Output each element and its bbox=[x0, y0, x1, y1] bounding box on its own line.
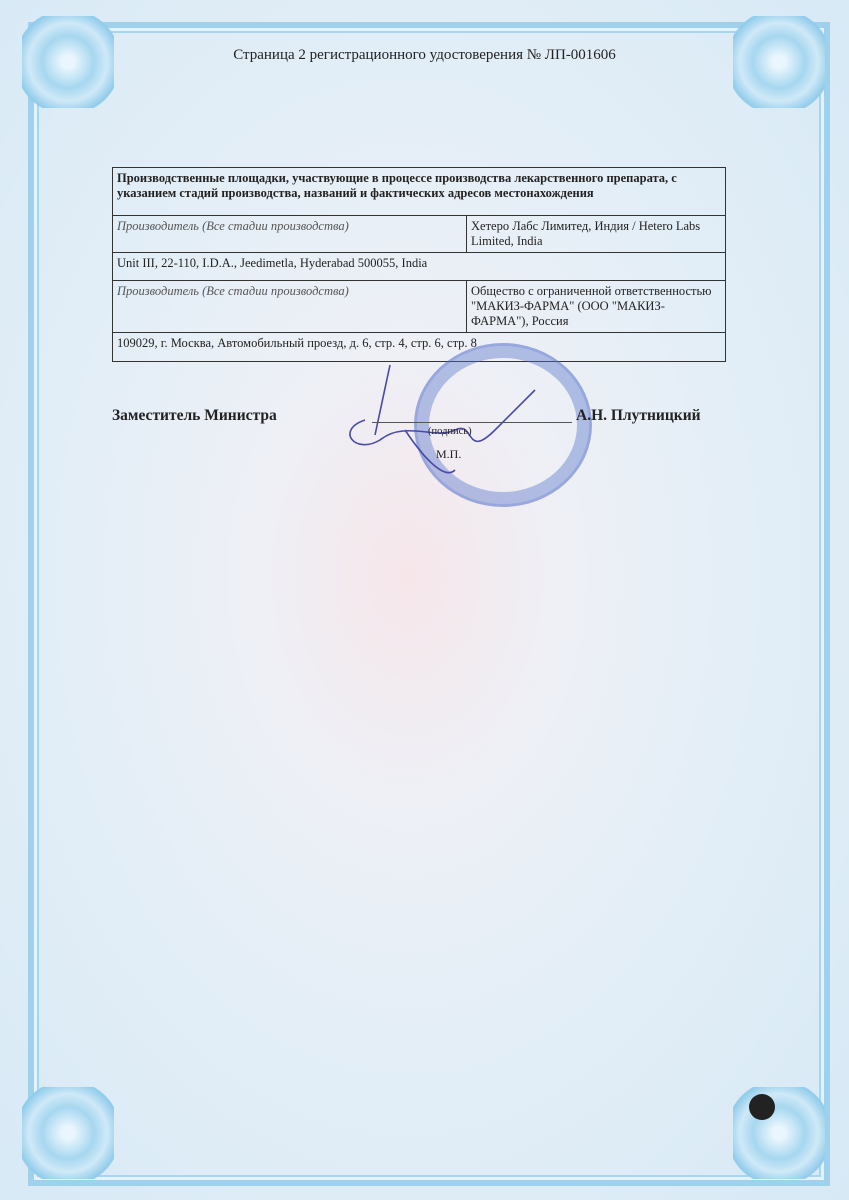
table-heading: Производственные площадки, участвующие в процессе производства лекарственного препарата, с указанием стадий производства, названий и фактических адресов местонахождения bbox=[113, 168, 726, 216]
seal-label: М.П. bbox=[436, 447, 462, 461]
address-cell: 109029, г. Москва, Автомобильный проезд, д. 6, стр. 4, стр. 6, стр. 8 bbox=[113, 333, 726, 362]
address-cell: Unit III, 22-110, I.D.A., Jeedimetla, Hyderabad 500055, India bbox=[113, 253, 726, 281]
table-row bbox=[113, 216, 726, 253]
page-title: Страница 2 регистрационного удостоверения № ЛП-001606 bbox=[233, 47, 616, 63]
manufacturer-cell: Общество с ограниченной ответственностью "МАКИЗ-ФАРМА" (ООО "МАКИЗ-ФАРМА"), Россия bbox=[467, 281, 726, 333]
signature-label: (подпись) bbox=[428, 426, 472, 437]
corner-ornament bbox=[22, 1087, 114, 1179]
signature-line bbox=[372, 422, 572, 423]
role-cell: Производитель (Все стадии производства) bbox=[113, 216, 467, 253]
signatory-position: Заместитель Министра bbox=[112, 407, 277, 424]
punch-hole bbox=[749, 1094, 775, 1120]
manufacturing-sites-table bbox=[112, 167, 726, 362]
table-row bbox=[113, 281, 726, 333]
manufacturer-cell: Хетеро Лабс Лимитед, Индия / Hetero Labs Limited, India bbox=[467, 216, 726, 253]
corner-ornament bbox=[733, 1087, 825, 1179]
handwritten-signature bbox=[345, 360, 545, 490]
role-cell: Производитель (Все стадии производства) bbox=[113, 281, 467, 333]
signatory-name: А.Н. Плутницкий bbox=[576, 407, 701, 424]
